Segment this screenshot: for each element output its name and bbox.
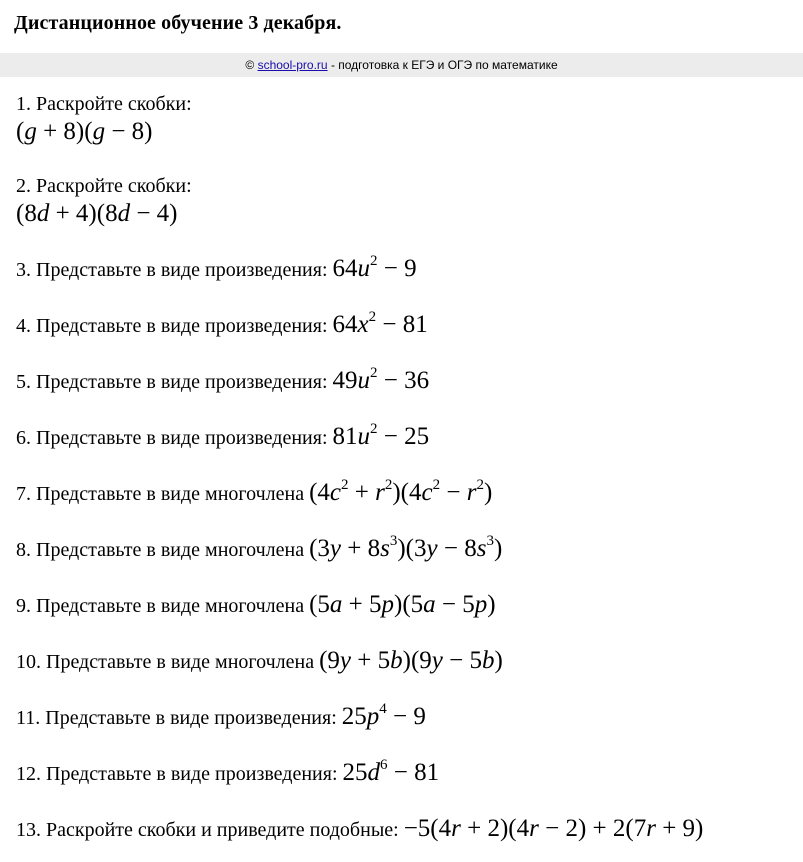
task-item (16, 311, 428, 339)
task-label: 13. Раскройте скобки и приведите подобные: (16, 819, 399, 841)
task-item (16, 535, 502, 563)
task-expression: $25d^6 - 81$ (342, 757, 440, 786)
task-expression: (9y + 5b)(9y − 5b) (319, 647, 503, 674)
task-item (16, 647, 503, 675)
task-expression: $(3y + 8s^3)(3y - 8s^3)$ (309, 533, 503, 562)
task-label: 8. Представьте в виде многочлена (16, 539, 305, 561)
task-item (16, 93, 192, 146)
task-expression: $64u^2 - 9$ (332, 253, 417, 282)
task-item (16, 367, 429, 395)
site-link[interactable]: school-pro.ru (257, 58, 328, 72)
task-item (16, 591, 496, 619)
task-item (16, 479, 492, 507)
site-banner (0, 53, 803, 77)
task-label: 6. Представьте в виде произведения: (16, 427, 328, 449)
task-item (16, 423, 429, 451)
task-label: 11. Представьте в виде произведения: (16, 707, 337, 729)
task-label: 3. Представьте в виде произведения: (16, 259, 328, 281)
task-expression: (8d + 4)(8d − 4) (16, 200, 178, 227)
task-expression: −5(4r + 2)(4r − 2) + 2(7r + 9) (403, 815, 704, 842)
task-label: 2. Раскройте скобки: (16, 175, 192, 197)
task-expression: $49u^2 - 36$ (332, 365, 430, 394)
copyright-sign: © (245, 58, 255, 72)
task-item (16, 703, 426, 731)
task-item (16, 255, 417, 283)
task-item (16, 175, 192, 228)
task-label: 7. Представьте в виде многочлена (16, 483, 305, 505)
task-label: 10. Представьте в виде многочлена (16, 651, 315, 673)
task-expression: $(4c^2 + r^2)(4c^2 - r^2)$ (309, 477, 493, 506)
task-expression: $25p^4 - 9$ (341, 701, 426, 730)
task-label: 9. Представьте в виде многочлена (16, 595, 305, 617)
task-label: 1. Раскройте скобки: (16, 93, 192, 115)
task-label: 5. Представьте в виде произведения: (16, 371, 328, 393)
task-label: 12. Представьте в виде произведения: (16, 763, 338, 785)
task-item (16, 815, 703, 843)
task-item (16, 759, 439, 787)
task-expression: (5a + 5p)(5a − 5p) (309, 591, 496, 618)
page-title: Дистанционное обучение 3 декабря. (14, 12, 342, 34)
banner-text: - подготовка к ЕГЭ и ОГЭ по математике (330, 58, 558, 72)
task-expression: $64x^2 - 81$ (332, 309, 428, 338)
task-expression: (g + 8)(g − 8) (16, 118, 153, 145)
task-label: 4. Представьте в виде произведения: (16, 315, 328, 337)
task-expression: $81u^2 - 25$ (332, 421, 430, 450)
